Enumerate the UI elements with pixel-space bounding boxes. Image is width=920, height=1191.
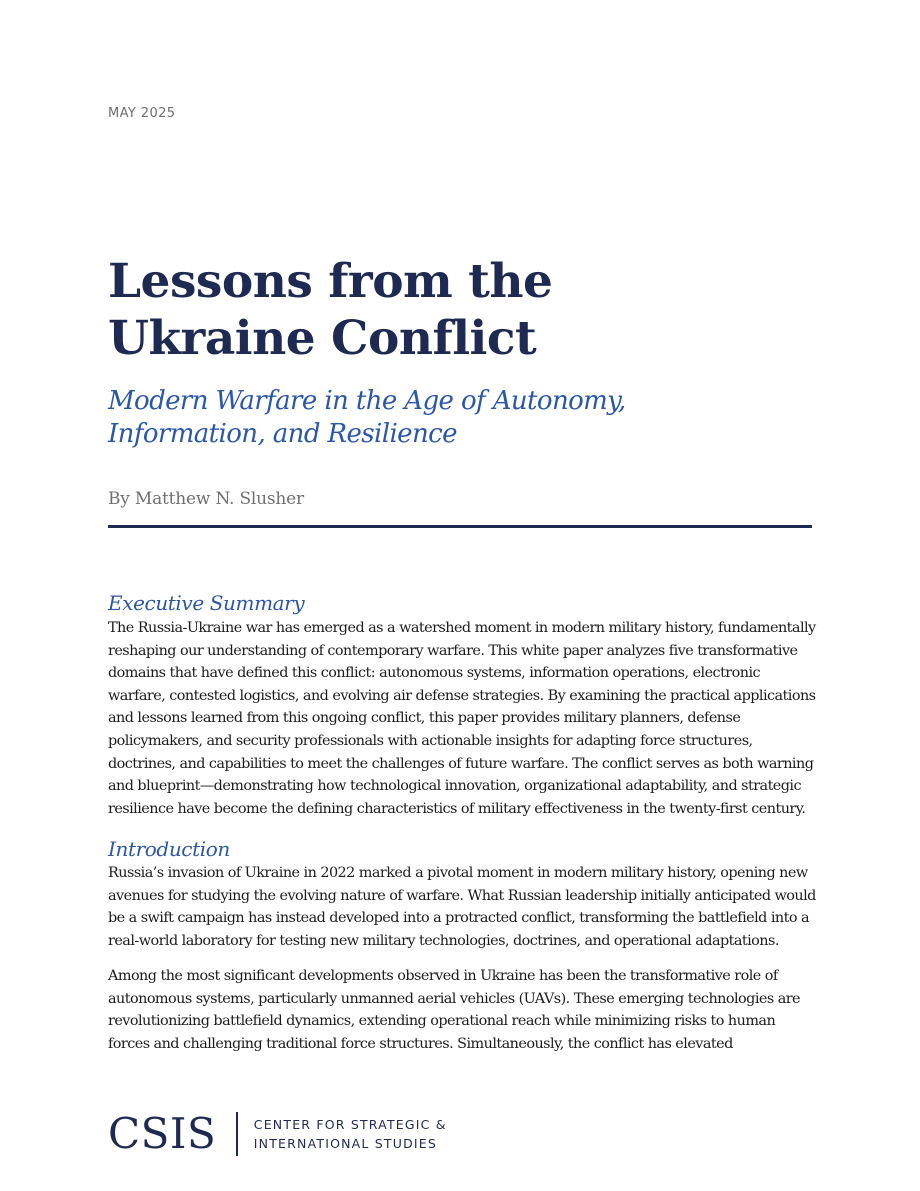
title-line-1: Lessons from the xyxy=(108,254,553,309)
introduction-paragraph-2: Among the most significant developments observed in Ukraine has been the transformative role of autonomous systems, particularly unmanned aerial vehicles (UAVs). These emerging technologies are revolutionizing battlefield dynamics, extending operational reach while minimizing risks to human forces and challenging traditional force structures. Simultaneously, the conflict has elevated xyxy=(108,968,801,1052)
executive-summary-heading: Executive Summary xyxy=(108,591,305,615)
organization-name xyxy=(254,1115,447,1153)
page-subtitle xyxy=(108,385,748,451)
title-divider xyxy=(108,525,812,528)
publication-date: MAY 2025 xyxy=(108,106,176,121)
title-line-2: Ukraine Conflict xyxy=(108,311,537,366)
csis-logo xyxy=(108,1111,447,1157)
logo-divider xyxy=(236,1112,238,1156)
subtitle-line-2: Information, and Resilience xyxy=(108,419,457,449)
subtitle-line-1: Modern Warfare in the Age of Autonomy, xyxy=(108,386,626,416)
introduction-paragraph-1: Russia’s invasion of Ukraine in 2022 marked a pivotal moment in modern military history, opening new avenues for studying the evolving nature of warfare. What Russian leadership initially anticipated would be a swift campaign has instead developed into a protracted conflict, transforming the battlefield into a real-world laboratory for testing new military technologies, doctrines, and operational adaptations. xyxy=(108,865,816,949)
introduction-heading: Introduction xyxy=(108,837,230,861)
csis-wordmark: CSIS xyxy=(108,1109,217,1158)
page-title xyxy=(108,253,748,367)
author-byline: By Matthew N. Slusher xyxy=(108,489,304,509)
organization-name-line-2: INTERNATIONAL STUDIES xyxy=(253,1136,438,1151)
executive-summary-paragraph: The Russia-Ukraine war has emerged as a watershed moment in modern military history, fundamentally reshaping our understanding of contemporary warfare. This white paper analyzes five transformative domains that have defined this conflict: autonomous systems, information operations, electronic warfare, contested logistics, and evolving air defense strategies. By examining the practical applications and lessons learned from this ongoing conflict, this paper provides military planners, defense policymakers, and security professionals with actionable insights for adapting force structures, doctrines, and capabilities to meet the challenges of future warfare. The conflict serves as both warning and blueprint—demonstrating how technological innovation, organizational adaptability, and strategic resilience have become the defining characteristics of military effectiveness in the twenty-first century. xyxy=(108,620,816,817)
organization-name-line-1: CENTER FOR STRATEGIC & xyxy=(253,1117,447,1132)
